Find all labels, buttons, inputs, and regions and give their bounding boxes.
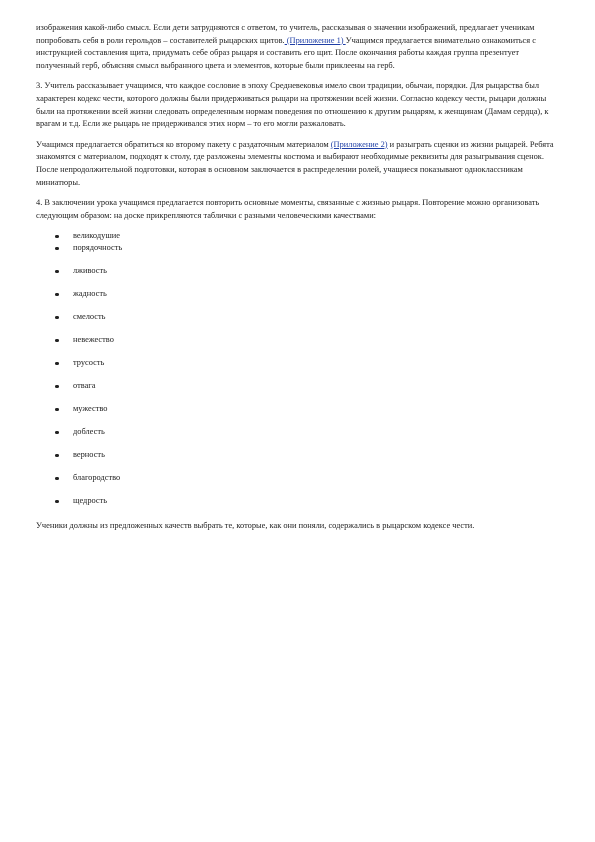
quality-label: лживость xyxy=(73,266,107,276)
list-item xyxy=(36,288,558,311)
paragraph-text: Учащимся предлагается обратиться ко второму пакету с раздаточным материалом xyxy=(36,139,331,149)
bullet-icon xyxy=(55,270,59,274)
list-item xyxy=(36,403,558,426)
list-item xyxy=(36,495,558,518)
list-item xyxy=(36,311,558,334)
paragraph-text: Учащимся предлагается внимательно ознакомиться с инструкцией составления щита, придумать себе образ рыцаря и составить его щит. После окончания работы каждая группа презентует полученный герб, объясняя смысл выбранного цвета и элементов, которые были приклеены на герб. xyxy=(36,35,536,70)
paragraph-text: изображения какой-либо смысл. Если дети затрудняются с ответом, то учитель, рассказывая о значении изображений, предлагает ученикам попробовать себя в роли герольдов – составителей рыцарских щитов. xyxy=(36,23,535,45)
bullet-icon xyxy=(55,235,59,239)
quality-label: невежество xyxy=(73,335,114,345)
bullet-icon xyxy=(55,362,59,366)
list-item xyxy=(36,265,558,288)
list-item xyxy=(36,449,558,472)
quality-label: жадность xyxy=(73,289,107,299)
quality-label: великодушие xyxy=(73,231,120,241)
appendix-1-link[interactable]: (Приложение 1) xyxy=(284,35,346,45)
quality-label: смелость xyxy=(73,312,106,322)
quality-label: порядочность xyxy=(73,243,123,253)
list-item xyxy=(36,380,558,403)
paragraph-text: и разыграть сценки из жизни рыцарей. Ребята знакомятся с материалом, подходят к столу, где разложены элементы костюма и выбирают необходимые реквизиты для разыгрывания сценок. После непродолжительной подготовки, которая в основном заключается в распределении ролей, учащиеся показывают одноклассникам миниатюры. xyxy=(36,139,554,187)
bullet-icon xyxy=(55,293,59,297)
paragraph-scenes xyxy=(36,139,558,189)
paragraph-conclusion: 4. В заключении урока учащимся предлагается повторить основные моменты, связанные с жизнью рыцаря. Повторение можно организовать следующим образом: на доске прикрепляются таблички с разными человеческими качествами: xyxy=(36,198,540,220)
list-item xyxy=(36,472,558,495)
appendix-2-link[interactable]: (Приложение 2) xyxy=(330,139,388,149)
paragraph-heralds xyxy=(36,22,558,72)
paragraph-honor-code: 3. Учитель рассказывает учащимся, что каждое сословие в эпоху Средневековья имело свои традиции, обычаи, порядки. Для рыцарства был характерен кодекс чести, которого должны были придерживаться рыцари на протяжении всей жизни. Согласно кодексу чести, рыцари должны были на протяжении всей жизни следовать определенным нормам поведения по отношению к другим рыцарям, к женщинам (Дамам сердца), к врагам и т.д. Если же рыцарь не придерживался этих норм – то его могли разжаловать. xyxy=(36,81,549,129)
quality-label: благородство xyxy=(73,473,121,483)
bullet-icon xyxy=(55,477,59,481)
list-item xyxy=(36,242,558,265)
bullet-icon xyxy=(55,500,59,504)
qualities-list xyxy=(36,230,558,518)
paragraph-final: Ученики должны из предложенных качеств выбрать те, которые, как они поняли, содержались в рыцарском кодексе чести. xyxy=(36,521,475,531)
list-item xyxy=(36,357,558,380)
quality-label: трусость xyxy=(73,358,105,368)
quality-label: мужество xyxy=(73,404,108,414)
list-item xyxy=(36,334,558,357)
bullet-icon xyxy=(55,431,59,435)
list-item xyxy=(36,426,558,449)
bullet-icon xyxy=(55,247,59,251)
list-item xyxy=(36,230,558,242)
quality-label: верность xyxy=(73,450,105,460)
quality-label: щедрость xyxy=(73,496,108,506)
bullet-icon xyxy=(55,454,59,458)
quality-label: доблесть xyxy=(73,427,105,437)
bullet-icon xyxy=(55,339,59,343)
bullet-icon xyxy=(55,408,59,412)
document-page xyxy=(36,22,558,541)
quality-label: отвага xyxy=(73,381,96,391)
bullet-icon xyxy=(55,316,59,320)
bullet-icon xyxy=(55,385,59,389)
